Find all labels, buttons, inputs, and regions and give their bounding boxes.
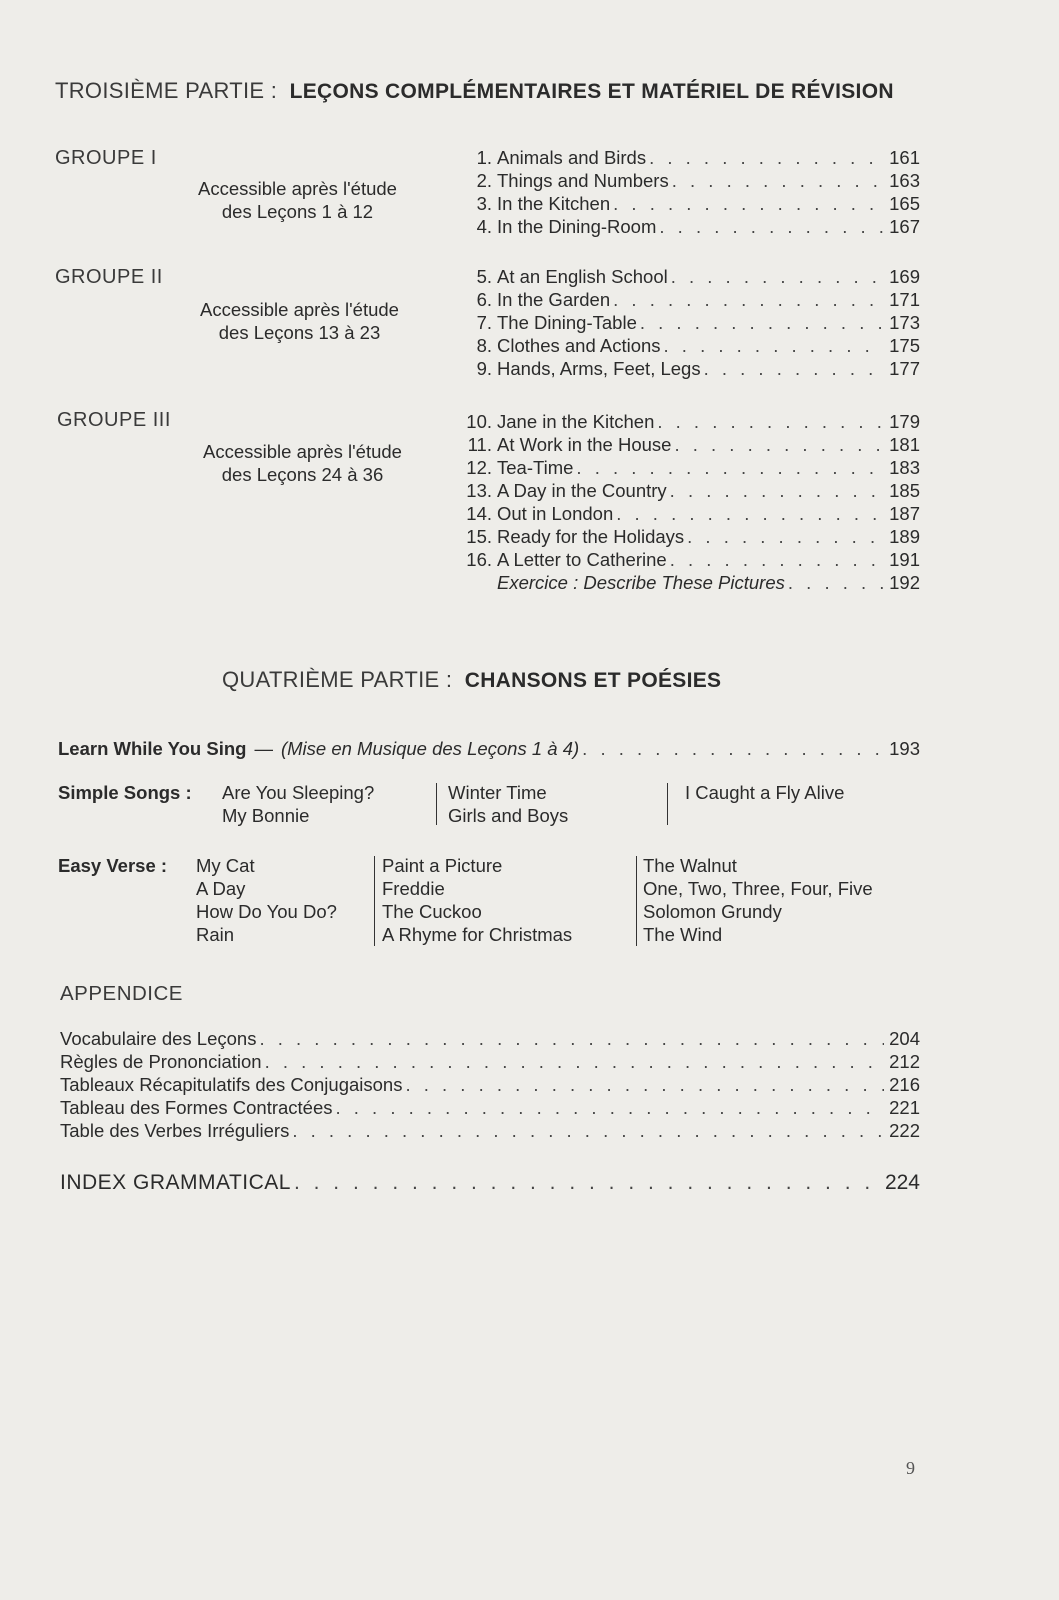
part4-label: QUATRIÈME PARTIE : bbox=[222, 667, 453, 692]
part4-heading bbox=[222, 667, 721, 693]
song-title: I Caught a Fly Alive bbox=[685, 782, 845, 803]
toc-page: 169 bbox=[889, 266, 920, 287]
toc-title: Règles de Prononciation bbox=[60, 1051, 262, 1072]
song-title: Winter Time bbox=[448, 782, 547, 803]
toc-title: At an English School bbox=[497, 266, 668, 287]
poem-title: Freddie bbox=[382, 878, 445, 899]
toc-page: 222 bbox=[889, 1120, 920, 1141]
toc-row[interactable] bbox=[60, 1119, 920, 1142]
toc-num: 14. bbox=[466, 503, 492, 524]
group-2-title: GROUPE II bbox=[55, 266, 163, 288]
column-divider bbox=[636, 856, 637, 946]
toc-page: 165 bbox=[889, 193, 920, 214]
leader-dots bbox=[256, 1027, 884, 1050]
toc-num: 10. bbox=[466, 411, 492, 432]
leader-dots bbox=[573, 456, 884, 479]
toc-title: Hands, Arms, Feet, Legs bbox=[497, 358, 701, 379]
poem-title: Solomon Grundy bbox=[643, 901, 782, 922]
toc-page: 179 bbox=[889, 411, 920, 432]
toc-page: 181 bbox=[889, 434, 920, 455]
group-2-note bbox=[162, 298, 437, 344]
toc-title: At Work in the House bbox=[497, 434, 672, 455]
leader-dots bbox=[661, 334, 884, 357]
leader-dots bbox=[785, 571, 884, 594]
toc-row[interactable] bbox=[462, 456, 920, 479]
toc-title: Clothes and Actions bbox=[497, 335, 661, 356]
toc-row[interactable] bbox=[462, 357, 920, 380]
song-title: My Bonnie bbox=[222, 805, 310, 826]
toc-page: 191 bbox=[889, 549, 920, 570]
simple-songs-label: Simple Songs : bbox=[58, 782, 192, 803]
toc-title: The Dining-Table bbox=[497, 312, 637, 333]
toc-title: In the Garden bbox=[497, 289, 611, 310]
toc-row[interactable] bbox=[462, 525, 920, 548]
leader-dots bbox=[289, 1119, 884, 1142]
toc-row[interactable] bbox=[462, 479, 920, 502]
toc-num: 2. bbox=[476, 170, 492, 191]
poem-title: The Walnut bbox=[643, 855, 737, 876]
toc-page: 189 bbox=[889, 526, 920, 547]
song-title: Girls and Boys bbox=[448, 805, 569, 826]
group-3-note-line2: des Leçons 24 à 36 bbox=[221, 464, 384, 485]
poem-title: A Rhyme for Christmas bbox=[382, 924, 573, 945]
learn-dash: — bbox=[254, 738, 273, 759]
toc-num: 7. bbox=[476, 312, 492, 333]
toc-title: Tea-Time bbox=[497, 457, 574, 478]
toc-title: Tableau des Formes Contractées bbox=[60, 1097, 333, 1118]
toc-row[interactable] bbox=[58, 737, 920, 760]
song-title: Are You Sleeping? bbox=[222, 782, 375, 803]
toc-title: Out in London bbox=[497, 503, 614, 524]
group-2-note-line2: des Leçons 13 à 23 bbox=[218, 322, 381, 343]
column-divider bbox=[436, 783, 437, 825]
group-1-note-line1: Accessible après l'étude bbox=[198, 178, 397, 199]
easy-verse-col3 bbox=[643, 854, 873, 946]
part3-heading bbox=[55, 78, 894, 104]
toc-num: 16. bbox=[466, 549, 492, 570]
poem-title: A Day bbox=[196, 878, 246, 899]
toc-row[interactable] bbox=[462, 215, 920, 238]
leader-dots bbox=[402, 1073, 884, 1096]
toc-row[interactable] bbox=[462, 288, 920, 311]
toc-num: 3. bbox=[476, 193, 492, 214]
leader-dots bbox=[610, 192, 884, 215]
leader-dots bbox=[291, 1170, 880, 1196]
learn-while-you-sing bbox=[58, 737, 920, 760]
group-3-list bbox=[462, 410, 920, 594]
group-1-note-line2: des Leçons 1 à 12 bbox=[221, 201, 374, 222]
group-3-note bbox=[165, 440, 440, 486]
leader-dots bbox=[701, 357, 884, 380]
toc-row[interactable] bbox=[60, 1170, 920, 1196]
poem-title: How Do You Do? bbox=[196, 901, 337, 922]
appendix-list bbox=[60, 1027, 920, 1142]
leader-dots bbox=[262, 1050, 884, 1073]
poem-title: Paint a Picture bbox=[382, 855, 503, 876]
toc-row[interactable] bbox=[462, 192, 920, 215]
toc-page: 173 bbox=[889, 312, 920, 333]
toc-row[interactable] bbox=[462, 502, 920, 525]
easy-verse-label: Easy Verse : bbox=[58, 855, 168, 876]
toc-title: Vocabulaire des Leçons bbox=[60, 1028, 257, 1049]
group-2-note-line1: Accessible après l'étude bbox=[200, 299, 399, 320]
toc-num: 9. bbox=[476, 358, 492, 379]
simple-songs-col1 bbox=[222, 781, 374, 827]
toc-num: 15. bbox=[466, 526, 492, 547]
toc-row[interactable] bbox=[462, 265, 920, 288]
toc-page: 175 bbox=[889, 335, 920, 356]
column-divider bbox=[667, 783, 668, 825]
toc-row[interactable] bbox=[462, 571, 920, 594]
poem-title: The Cuckoo bbox=[382, 901, 482, 922]
toc-row[interactable] bbox=[462, 146, 920, 169]
toc-row[interactable] bbox=[60, 1027, 920, 1050]
toc-title: In the Dining-Room bbox=[497, 216, 657, 237]
leader-dots bbox=[667, 479, 884, 502]
toc-num: 11. bbox=[467, 434, 492, 455]
part3-label: TROISIÈME PARTIE : bbox=[55, 78, 278, 103]
leader-dots bbox=[656, 215, 884, 238]
group-3-note-line1: Accessible après l'étude bbox=[203, 441, 402, 462]
toc-title: Jane in the Kitchen bbox=[497, 411, 655, 432]
toc-row[interactable] bbox=[462, 410, 920, 433]
toc-title: Exercice : Describe These Pictures bbox=[497, 572, 785, 593]
toc-row[interactable] bbox=[60, 1073, 920, 1096]
group-3-title: GROUPE III bbox=[57, 409, 171, 431]
toc-row[interactable] bbox=[60, 1050, 920, 1073]
toc-num: 13. bbox=[466, 480, 492, 501]
toc-row[interactable] bbox=[462, 433, 920, 456]
toc-row[interactable] bbox=[462, 169, 920, 192]
toc-title: Things and Numbers bbox=[497, 170, 669, 191]
leader-dots bbox=[671, 433, 884, 456]
toc-page: 187 bbox=[889, 503, 920, 524]
toc-page: 167 bbox=[889, 216, 920, 237]
toc-num: 6. bbox=[476, 289, 492, 310]
toc-page: 204 bbox=[889, 1028, 920, 1049]
poem-title: The Wind bbox=[643, 924, 723, 945]
toc-title: INDEX GRAMMATICAL bbox=[60, 1171, 291, 1194]
index-entry bbox=[60, 1170, 920, 1196]
toc-num: 12. bbox=[466, 457, 492, 478]
leader-dots bbox=[654, 410, 884, 433]
column-divider bbox=[374, 856, 375, 946]
toc-page: 212 bbox=[889, 1051, 920, 1072]
toc-num: 5. bbox=[476, 266, 492, 287]
part3-title: LEÇONS COMPLÉMENTAIRES ET MATÉRIEL DE RÉVISION bbox=[289, 80, 894, 103]
leader-dots bbox=[637, 311, 884, 334]
poem-title: My Cat bbox=[196, 855, 255, 876]
toc-row[interactable] bbox=[462, 334, 920, 357]
toc-page: 185 bbox=[889, 480, 920, 501]
toc-page: 193 bbox=[889, 738, 920, 759]
toc-page: 224 bbox=[884, 1171, 920, 1194]
part4-title: CHANSONS ET POÉSIES bbox=[464, 669, 722, 692]
leader-dots bbox=[579, 737, 884, 760]
leader-dots bbox=[667, 548, 884, 571]
toc-page: 161 bbox=[889, 147, 920, 168]
toc-title: A Day in the Country bbox=[497, 480, 667, 501]
toc-num: 1. bbox=[476, 147, 492, 168]
leader-dots bbox=[669, 169, 884, 192]
toc-num: 4. bbox=[476, 216, 492, 237]
leader-dots bbox=[333, 1096, 885, 1119]
leader-dots bbox=[668, 265, 884, 288]
leader-dots bbox=[610, 288, 884, 311]
learn-note: (Mise en Musique des Leçons 1 à 4) bbox=[280, 738, 580, 759]
easy-verse-col1 bbox=[196, 854, 337, 946]
group-1-list bbox=[462, 146, 920, 238]
toc-num: 8. bbox=[476, 335, 492, 356]
appendix-title: APPENDICE bbox=[60, 982, 183, 1005]
toc-page: 216 bbox=[889, 1074, 920, 1095]
toc-page: 183 bbox=[889, 457, 920, 478]
leader-dots bbox=[613, 502, 884, 525]
toc-row[interactable] bbox=[462, 548, 920, 571]
learn-label: Learn While You Sing bbox=[58, 738, 247, 759]
simple-songs-col2 bbox=[448, 781, 568, 827]
poem-title: One, Two, Three, Four, Five bbox=[643, 878, 873, 899]
poem-title: Rain bbox=[196, 924, 235, 945]
toc-page: 177 bbox=[889, 358, 920, 379]
toc-title: Animals and Birds bbox=[497, 147, 647, 168]
toc-row[interactable] bbox=[462, 311, 920, 334]
toc-page: 163 bbox=[889, 170, 920, 191]
page-number: 9 bbox=[906, 1458, 915, 1478]
simple-songs-col3 bbox=[685, 781, 844, 804]
toc-title: A Letter to Catherine bbox=[497, 549, 667, 570]
group-1-note bbox=[160, 177, 435, 223]
toc-title: Ready for the Holidays bbox=[497, 526, 685, 547]
toc-page: 221 bbox=[889, 1097, 920, 1118]
toc-title: In the Kitchen bbox=[497, 193, 611, 214]
leader-dots bbox=[646, 146, 884, 169]
easy-verse-col2 bbox=[382, 854, 572, 946]
toc-title: Table des Verbes Irréguliers bbox=[60, 1120, 290, 1141]
leader-dots bbox=[684, 525, 884, 548]
group-2-list bbox=[462, 265, 920, 380]
toc-row[interactable] bbox=[60, 1096, 920, 1119]
toc-title: Tableaux Récapitulatifs des Conjugaisons bbox=[60, 1074, 403, 1095]
toc-page: 192 bbox=[889, 572, 920, 593]
group-1-title: GROUPE I bbox=[55, 147, 157, 169]
toc-page: 171 bbox=[889, 289, 920, 310]
